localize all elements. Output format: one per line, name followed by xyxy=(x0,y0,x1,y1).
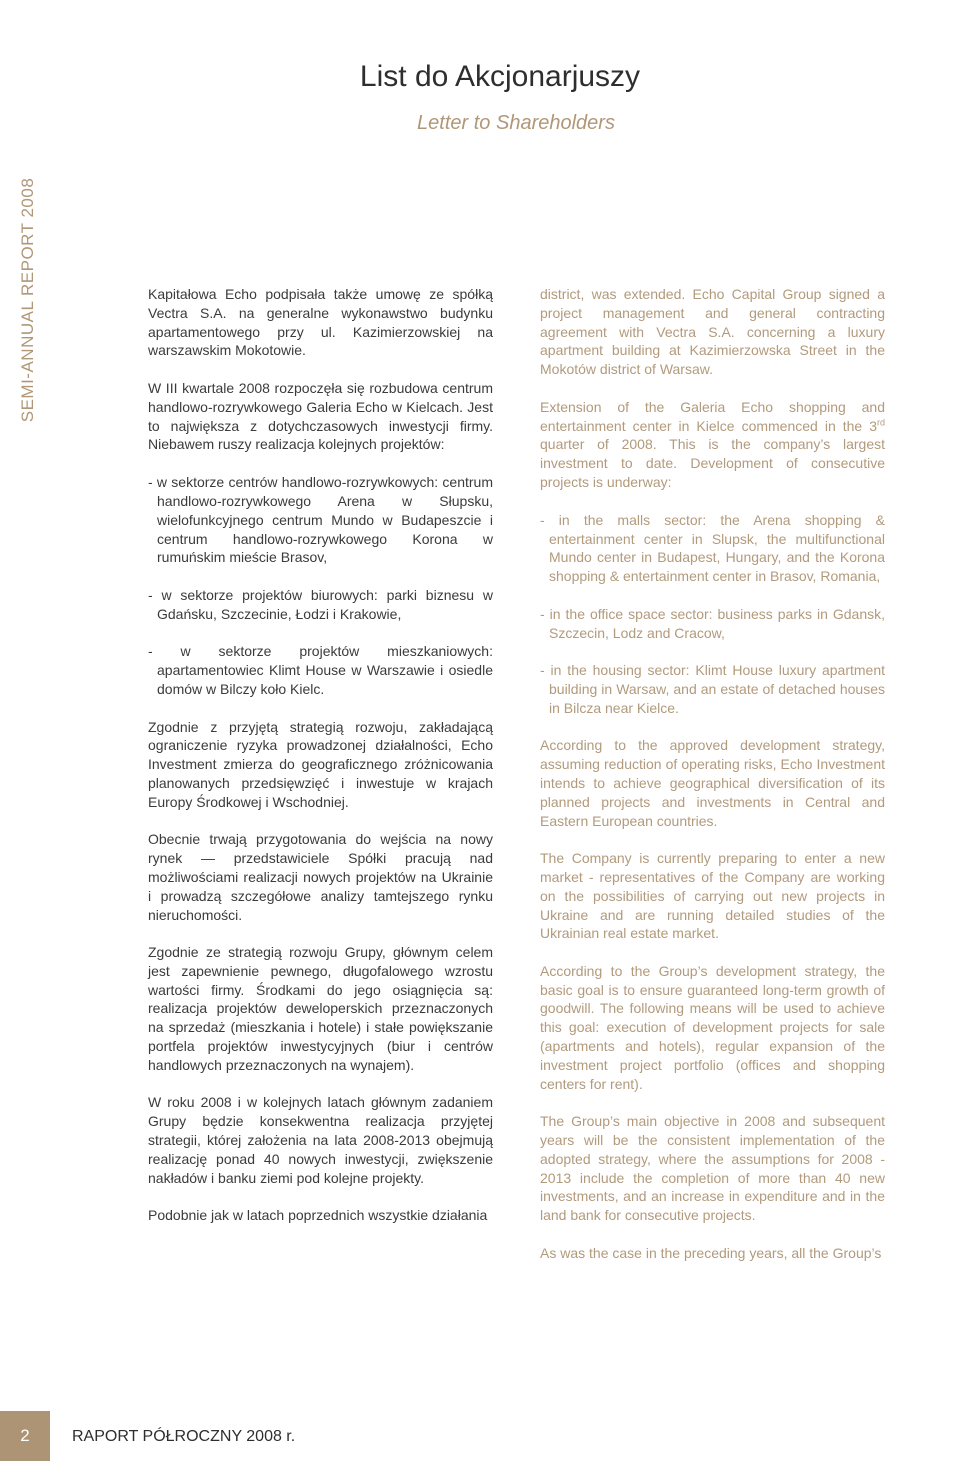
english-bullet: - in the housing sector: Klimt House luxury apartment building in Warsaw, and an estate of detached houses in Bilcza near Kielce. xyxy=(540,662,885,716)
polish-column xyxy=(148,285,493,1244)
english-paragraph: According to the Group’s development strategy, the basic goal is to ensure guaranteed long-term growth of goodwill. The following means will be used to achieve this goal: execution of development projects for sale (apartments and hotels), regular expansion of the investment project portfolio (offices and shopping centers for rent). xyxy=(540,962,885,1092)
polish-paragraph: Zgodnie ze strategią rozwoju Grupy, głównym celem jest zapewnienie pewnego, długofalowego wzrostu wartości firmy. Środkami do jego osiągnięcia są: realizacja projektów deweloperskich przeznaczonych na sprzedaż (mieszkania i hotele) i stałe powiększanie portfela projektów inwestycyjnych (biur i centrów handlowych przeznaczonych na wynajem). xyxy=(148,944,493,1073)
page-subtitle: Letter to Shareholders xyxy=(417,112,615,134)
polish-paragraph: Kapitałowa Echo podpisała także umowę ze spółką Vectra S.A. na generalne wykonawstwo budynku apartamentowego przy ul. Kazimierzowskiej na warszawskim Mokotowie. xyxy=(148,286,493,359)
english-bullet: - in the malls sector: the Arena shopping & entertainment center in Slupsk, the multifunctional Mundo center in Budapest, Hungary, and the Korona shopping & entertainment center in Brasov, Romania, xyxy=(540,511,885,585)
english-paragraph: The Company is currently preparing to enter a new market - representatives of the Company are working on the possibilities of carrying out new projects in Ukraine and are running detailed studies of the Ukrainian real estate market. xyxy=(540,850,885,942)
english-column xyxy=(540,285,885,1281)
page-number: 2 xyxy=(20,1426,30,1445)
english-paragraph: As was the case in the preceding years, all the Group’s xyxy=(540,1244,882,1261)
page-title: List do Akcjonarjuszy xyxy=(359,60,641,93)
english-text: quarter of 2008. This is the company’s largest investment to date. Development of consecutive projects is underway: xyxy=(540,436,885,490)
english-paragraph: The Group’s main objective in 2008 and subsequent years will be the consistent implementation of the adopted strategy, where the assumptions for 2008 - 2013 include the completion of more than 40 new investments, and an increase in expenditure and in the land bank for consecutive projects. xyxy=(540,1113,885,1224)
ordinal-suffix: rd xyxy=(876,416,885,427)
english-paragraph xyxy=(540,398,885,492)
polish-paragraph: W III kwartale 2008 rozpoczęła się rozbudowa centrum handlowo-rozrywkowego Galeria Echo w Kielcach. Jest to największa z dotychczasowych inwestycji firmy. Niebawem ruszy realizacja kolejnych projektów: xyxy=(148,379,493,453)
side-report-label: SEMI-ANNUAL REPORT 2008 xyxy=(18,177,37,423)
polish-paragraph: Podobnie jak w latach poprzednich wszystkie działania xyxy=(148,1207,488,1224)
english-text: Extension of the Galeria Echo shopping and entertainment center in Kielce commenced in the 3 xyxy=(540,398,885,434)
polish-paragraph: Obecnie trwają przygotowania do wejścia na nowy rynek — przedstawiciele Spółki pracują nad możliwościami realizacji nowych projektów na Ukrainie i prowadzą szczegółowe analizy tamtejszego rynku nieruchomości. xyxy=(148,831,493,923)
english-paragraph: district, was extended. Echo Capital Group signed a project management and general contracting agreement with Vectra S.A. concerning a luxury apartment building at Kazimierzowska Street in the Mokotów district of Warsaw. xyxy=(540,286,885,378)
polish-paragraph: Zgodnie z przyjętą strategią rozwoju, zakładającą ograniczenie ryzyka prowadzonej działalności, Echo Investment zmierza do geograficznego zróżnicowania planowanych przedsięwzięć i inwestuje w krajach Europy Środkowej i Wschodniej. xyxy=(148,718,493,810)
polish-bullet: - w sektorze projektów mieszkaniowych: apartamentowiec Klimt House w Warszawie i osiedle domów w Bilczy koło Kielc. xyxy=(148,643,493,697)
english-paragraph: According to the approved development strategy, assuming reduction of operating risks, Echo Investment intends to achieve geographical diversification of its planned projects and investments in Central and Eastern European countries. xyxy=(540,737,885,829)
footer-report-title: RAPORT PÓŁROCZNY 2008 r. xyxy=(72,1428,296,1445)
english-bullet: - in the office space sector: business parks in Gdansk, Szczecin, Lodz and Cracow, xyxy=(540,605,885,641)
polish-paragraph: W roku 2008 i w kolejnych latach głównym zadaniem Grupy będzie konsekwentna realizacja przyjętej strategii, której założenia na lata 2008-2013 obejmują realizację ponad 40 nowych inwestycji, zwiększenie nakładów i banku ziemi pod kolejne projekty. xyxy=(148,1094,493,1186)
page-number-box xyxy=(0,1411,50,1461)
polish-bullet: - w sektorze projektów biurowych: parki biznesu w Gdańsku, Szczecinie, Łodzi i Krakowie, xyxy=(148,586,493,622)
polish-bullet: - w sektorze centrów handlowo-rozrywkowych: centrum handlowo-rozrywkowego Arena w Słupsku, wielofunkcyjnego centrum Mundo w Budapeszcie i centrum handlowo-rozrywkowego Korona w rumuńskim mieście Brasov, xyxy=(148,474,493,566)
